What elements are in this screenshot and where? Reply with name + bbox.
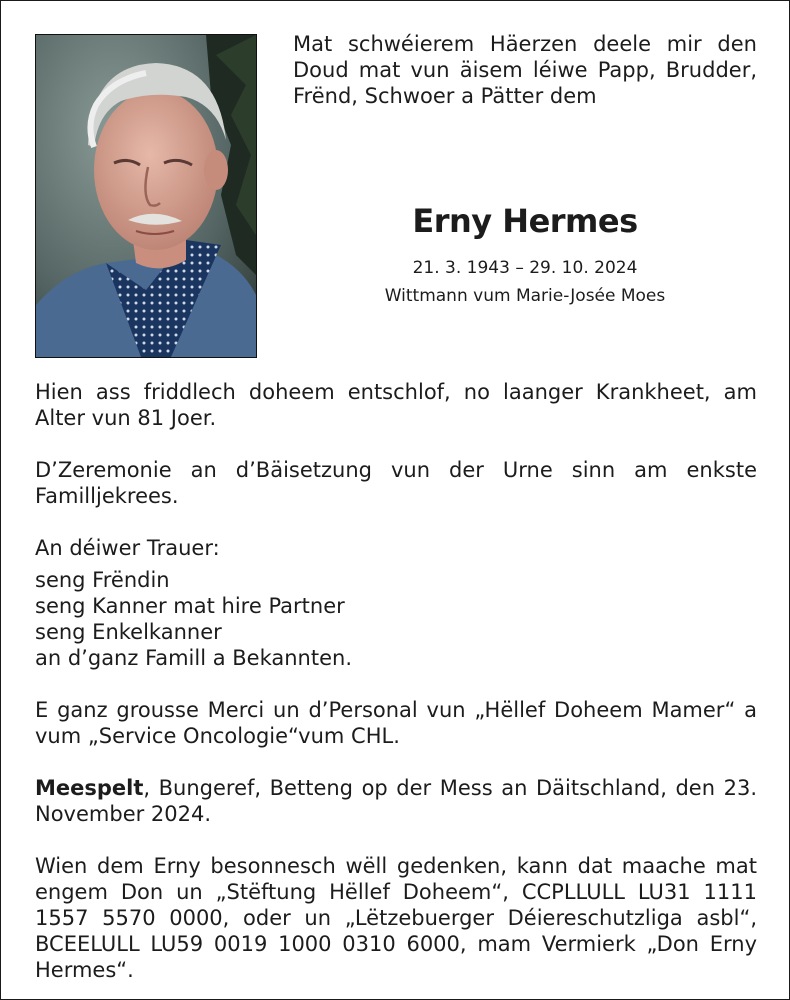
spouse-line: Wittmann vum Marie-Josée Moes: [384, 286, 666, 306]
deceased-name: Erny Hermes: [412, 202, 638, 240]
mourners-list: [35, 567, 757, 671]
mourner-item: seng Frëndin: [35, 568, 170, 592]
thanks-paragraph: E ganz grousse Merci un d’Personal vun „Hëllef Doheem Mamer“ a vum „Service Oncologie“vum CHL.: [35, 698, 757, 748]
mourner-item: an d’ganz Famill a Bekannten.: [35, 646, 353, 670]
donation-paragraph: Wien dem Erny besonnesch wëll gedenken, kann dat maache mat engem Don un „Stëftung Hëllef Doheem“, CCPLLULL LU31 1111 1557 5570 0000, oder un „Lëtzebuerger Déiereschutzliga asbl“, BCEELULL LU59 0019 1000 0310 6000, mam Vermierk „Don Erny Hermes“.: [35, 854, 757, 982]
life-dates: 21. 3. 1943 – 29. 10. 2024: [412, 258, 638, 278]
place-name: Meespelt: [35, 776, 144, 800]
death-paragraph: Hien ass friddlech doheem entschlof, no laanger Krankheet, am Alter vun 81 Joer.: [35, 380, 757, 430]
intro-text: Mat schwéierem Häerzen deele mir den Doud mat vun äisem léiwe Papp, Brudder, Frënd, Schwoer a Pätter dem: [293, 32, 757, 108]
ceremony-paragraph: D’Zeremonie an d’Bäisetzung vun der Urne sinn am enkste Familljekrees.: [35, 458, 757, 508]
notice-body: [35, 379, 757, 983]
portrait-photo: [35, 34, 257, 358]
mourner-item: seng Kanner mat hire Partner: [35, 594, 345, 618]
mourning-heading: An déiwer Trauer:: [35, 536, 220, 560]
place-date-text: , Bungeref, Betteng op der Mess an Däitschland, den 23. November 2024.: [35, 776, 757, 826]
mourner-item: seng Enkelkanner: [35, 620, 222, 644]
place-date-paragraph: [35, 775, 757, 827]
